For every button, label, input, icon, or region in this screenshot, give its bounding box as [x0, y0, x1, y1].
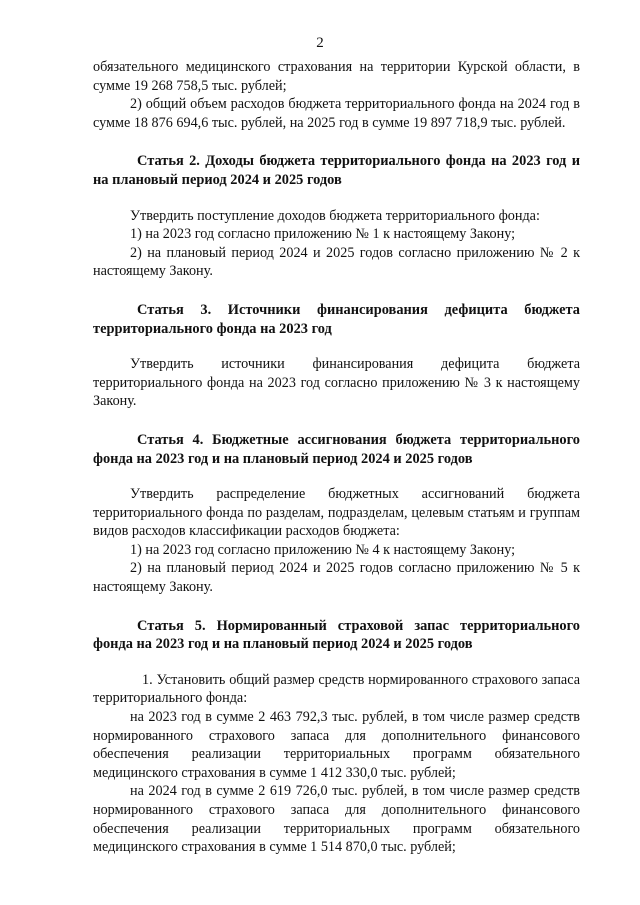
article-2-paragraph-2: 1) на 2023 год согласно приложению № 1 к настоящему Закону; — [130, 226, 516, 243]
article-5-paragraph-1: 1. Установить общий размер средств нормированного страхового запаса территориального фонда: — [93, 671, 580, 707]
article-5-title: Статья 5. Нормированный страховой запас территориального фонда на 2023 год и на плановый период 2024 и 2025 годов — [93, 617, 580, 653]
article-4-paragraph-1: Утвердить распределение бюджетных ассигнований бюджета территориального фонда по разделам, подразделам, целевым статьям и группам видов расходов классификации расходов бюджета: — [93, 486, 580, 540]
article-2-paragraph-3: 2) на плановый период 2024 и 2025 годов согласно приложению № 2 к настоящему Закону. — [93, 244, 580, 280]
article-3-title: Статья 3. Источники финансирования дефицита бюджета территориального фонда на 2023 год — [93, 301, 580, 337]
article-2-title: Статья 2. Доходы бюджета территориального фонда на 2023 год и на плановый период 2024 и 2025 годов — [93, 153, 580, 188]
article-4-title: Статья 4. Бюджетные ассигнования бюджета территориального фонда на 2023 год и на плановый период 2024 и 2025 годов — [93, 431, 580, 467]
article-4-paragraph-3: 2) на плановый период 2024 и 2025 годов согласно приложению № 5 к настоящему Закону. — [93, 560, 580, 596]
page-number: 2 — [316, 35, 324, 51]
article-3-paragraph-1: Утвердить источники финансирования дефицита бюджета территориального фонда на 2023 год согласно приложению № 3 к настоящему Закону. — [93, 356, 580, 410]
article-2-paragraph-1: Утвердить поступление доходов бюджета территориального фонда: — [130, 207, 540, 224]
article-5-paragraph-3: на 2024 год в сумме 2 619 726,0 тыс. рублей, в том числе размер средств нормированного страхового запаса для дополнительного финансового обеспечения реализации территориальных программ обязательного медицинского страхования в сумме 1 514 870,0 тыс. рублей; — [93, 783, 580, 856]
intro-paragraph-1: обязательного медицинского страхования на территории Курской области, в сумме 19 268 758,5 тыс. рублей; — [93, 59, 580, 94]
intro-paragraph-2: 2) общий объем расходов бюджета территориального фонда на 2024 год в сумме 18 876 694,6 тыс. рублей, на 2025 год в сумме 19 897 718,9 тыс. рублей. — [93, 96, 580, 131]
document-body — [93, 58, 580, 857]
article-4-paragraph-2: 1) на 2023 год согласно приложению № 4 к настоящему Закону; — [130, 541, 516, 558]
article-5-paragraph-2: на 2023 год в сумме 2 463 792,3 тыс. рублей, в том числе размер средств нормированного страхового запаса для дополнительного финансового обеспечения реализации территориальных программ обязательного медицинского страхования в сумме 1 412 330,0 тыс. рублей; — [93, 709, 580, 781]
